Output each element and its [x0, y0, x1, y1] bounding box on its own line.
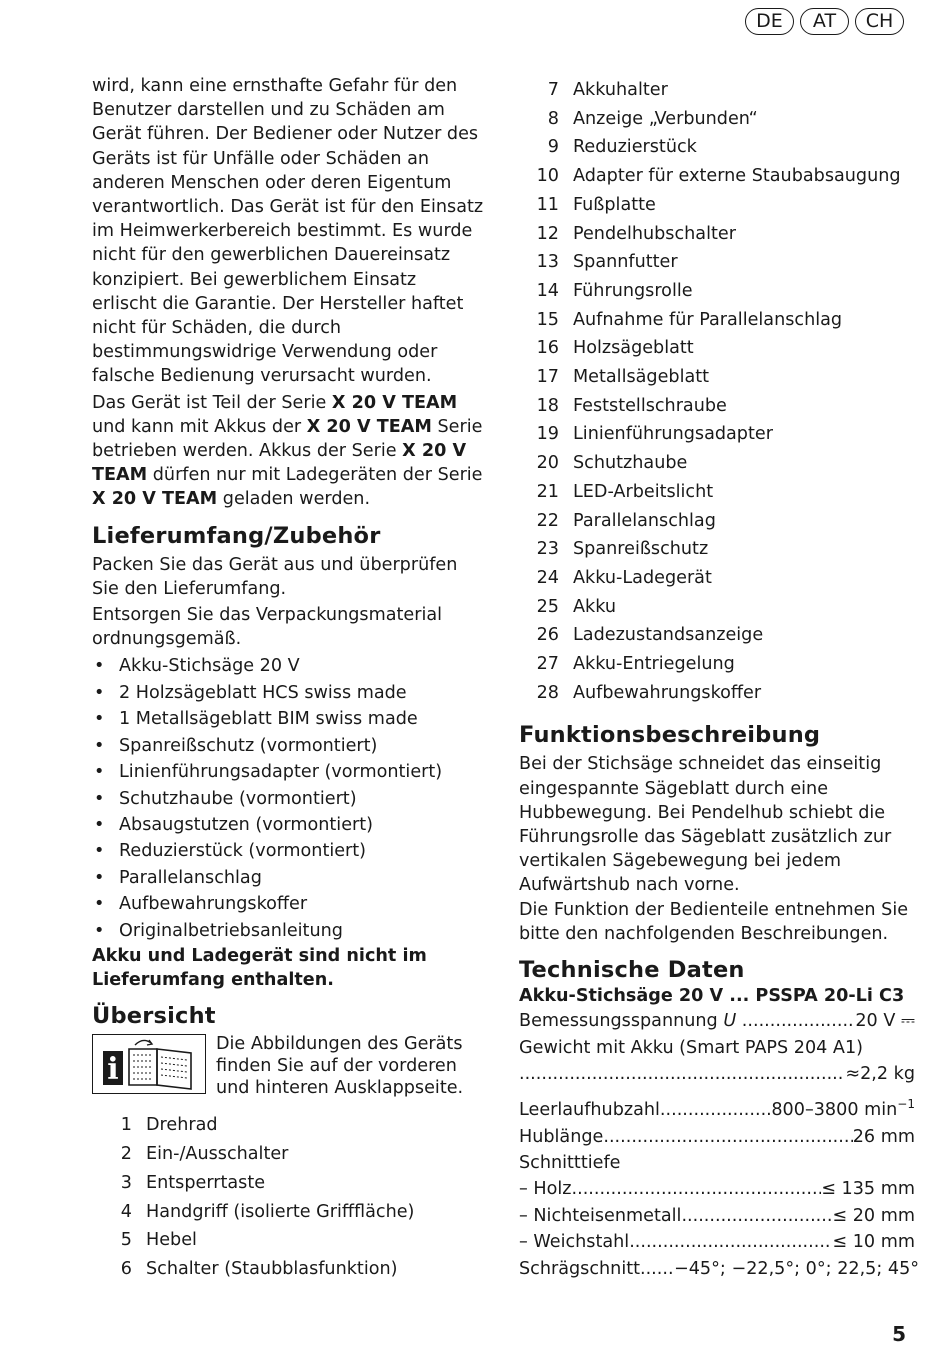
part-label: Ladezustandsanzeige	[573, 625, 764, 646]
page-number: 5	[892, 1322, 906, 1346]
part-number: 6	[120, 1259, 132, 1280]
tech-heading: Technische Daten	[519, 957, 745, 984]
scope-note: Akku und Ladegerät sind nicht im Lieferumfang enthalten.	[92, 945, 427, 991]
list-item	[92, 1198, 484, 1227]
list-item	[519, 133, 915, 162]
dot-leader	[742, 1008, 856, 1034]
spec-mild-steel	[519, 1229, 915, 1255]
list-item	[519, 334, 915, 363]
scope-heading: Lieferumfang/Zubehör	[92, 522, 381, 549]
part-label: Akku-Entriegelung	[573, 654, 735, 675]
part-number: 26	[536, 625, 559, 646]
part-label: Reduzierstück	[573, 137, 697, 158]
part-label: Akku	[573, 596, 617, 617]
part-label: Fußplatte	[573, 194, 656, 215]
part-number: 1	[120, 1115, 132, 1136]
part-label: Drehrad	[146, 1115, 218, 1136]
part-number: 23	[536, 539, 559, 560]
list-item	[519, 535, 915, 564]
function-paragraph-2: Die Funktion der Bedienteile entnehmen Sie bitte den nachfolgenden Beschreibungen.	[519, 899, 909, 944]
part-number: 24	[536, 567, 559, 588]
list-item	[92, 1226, 484, 1255]
part-label: Parallelanschlag	[573, 510, 716, 531]
series-name-3: X 20 V TEAM	[92, 441, 467, 486]
list-item: • Parallelanschlag	[92, 865, 484, 891]
spec-label: Schrägschnitt	[519, 1258, 640, 1279]
list-item	[519, 420, 915, 449]
spec-label: – Weichstahl	[519, 1232, 630, 1253]
part-number: 19	[536, 424, 559, 445]
list-item: • Spanreißschutz (vormontiert)	[92, 733, 484, 759]
list-item: • Linienführungsadapter (vormontiert)	[92, 759, 484, 785]
series-name-4: X 20 V TEAM	[92, 489, 218, 510]
spec-value: 26 mm	[852, 1126, 915, 1147]
part-label: Metallsägeblatt	[573, 367, 710, 388]
list-item	[519, 277, 915, 306]
list-item	[519, 306, 915, 335]
spec-cut-depth	[519, 1150, 915, 1176]
list-item	[92, 1255, 484, 1284]
spec-label: Hublänge	[519, 1126, 604, 1147]
spec-bevel	[519, 1256, 920, 1282]
list-item	[92, 1140, 484, 1169]
part-label: Spanreißschutz	[573, 539, 709, 560]
list-item	[92, 1111, 484, 1140]
part-number: 22	[536, 510, 559, 531]
part-number: 7	[547, 80, 559, 100]
country-badge-de: DE	[745, 8, 794, 35]
function-heading: Funktionsbeschreibung	[519, 722, 821, 749]
spec-label	[519, 1008, 742, 1034]
spec-value	[771, 1091, 915, 1123]
list-item	[519, 478, 915, 507]
part-label: Pendelhubschalter	[573, 223, 736, 244]
country-badge-at: AT	[800, 8, 849, 35]
spec-exponent: −1	[897, 1097, 915, 1112]
part-label: LED-Arbeitslicht	[573, 481, 714, 502]
spec-variable: U	[723, 1011, 737, 1032]
spec-value: ≤ 10 mm	[832, 1232, 915, 1253]
part-number: 10	[536, 166, 559, 187]
spec-weight-label	[519, 1035, 915, 1061]
list-item	[519, 564, 915, 593]
spec-wood	[519, 1176, 915, 1202]
dot-leader	[660, 1097, 771, 1123]
part-label: Holzsägeblatt	[573, 338, 694, 359]
spec-label-text: Bemessungsspannung	[519, 1011, 724, 1032]
part-label: Aufnahme für Parallelanschlag	[573, 309, 843, 330]
part-label: Entsperrtaste	[146, 1172, 266, 1193]
spec-value: ≤ 135 mm	[821, 1179, 915, 1200]
svg-text:i: i	[107, 1052, 119, 1088]
part-label: Feststellschraube	[573, 395, 727, 416]
list-item	[519, 679, 915, 708]
part-number: 14	[536, 280, 559, 301]
spec-value: ≈2,2 kg	[845, 1063, 915, 1084]
spec-label: Gewicht mit Akku (Smart PAPS 204 A1)	[519, 1037, 864, 1058]
part-number: 25	[536, 596, 559, 617]
spec-value: 20 V ⎓	[855, 1011, 915, 1032]
list-item: • Akku-Stichsäge 20 V	[92, 653, 484, 679]
part-number: 20	[536, 453, 559, 474]
list-item: • Reduzierstück (vormontiert)	[92, 838, 484, 864]
overview-note-text: Die Abbildungen des Geräts finden Sie auf der vorderen und hinteren Ausklappseite.	[216, 1034, 464, 1098]
spec-label: – Nichteisenmetall	[519, 1205, 682, 1226]
intro-paragraph: wird, kann eine ernsthafte Gefahr für den Benutzer darstellen und zu Schäden am Gerät führen. Der Bediener oder Nutzer des Geräts ist für Unfälle oder Schäden an anderen Menschen oder deren Eigentum verantwortlich. Das Gerät ist für den Einsatz im Heimwerkerbereich bestimmt. Es wurde nicht für den gewerblichen Dauereinsatz konzipiert. Bei gewerblichem Einsatz erlischt die Garantie. Der Hersteller haftet nicht für Schäden, die durch bestimmungswidrige Verwendung oder falsche Bedienung verursacht wurden.	[92, 76, 484, 387]
list-item: • 2 Holzsägeblatt HCS swiss made	[92, 680, 484, 706]
list-item: • Aufbewahrungskoffer	[92, 891, 484, 917]
part-number: 21	[536, 481, 559, 502]
part-number: 27	[536, 654, 559, 675]
part-label: Spannfutter	[573, 252, 678, 273]
part-number: 18	[536, 395, 559, 416]
list-item	[519, 76, 915, 105]
list-item	[519, 650, 915, 679]
spec-value: −45°; −22,5°; 0°; 22,5; 45°	[674, 1258, 920, 1279]
dot-leader	[572, 1176, 822, 1202]
list-item	[519, 220, 915, 249]
part-label: Aufbewahrungskoffer	[573, 682, 762, 703]
series-name-1: X 20 V TEAM	[331, 392, 458, 413]
list-item	[519, 507, 915, 536]
part-number: 16	[536, 338, 559, 359]
series-text-2: und kann mit Akkus der	[92, 416, 307, 437]
list-item	[519, 363, 915, 392]
part-number: 8	[547, 108, 559, 129]
part-label: Ein-/Ausschalter	[146, 1143, 289, 1164]
dot-leader	[603, 1124, 852, 1150]
list-item	[519, 162, 915, 191]
spec-label: Leerlaufhubzahl	[519, 1100, 660, 1121]
part-label: Linienführungsadapter	[573, 424, 773, 445]
list-item	[519, 621, 915, 650]
series-text-1: Das Gerät ist Teil der Serie	[92, 392, 332, 413]
parts-list-left	[92, 1111, 484, 1284]
scope-paragraph-1: Packen Sie das Gerät aus und überprüfen Sie den Lieferumfang.	[92, 554, 458, 599]
overview-heading: Übersicht	[92, 1003, 216, 1030]
dot-leader	[629, 1229, 832, 1255]
list-item	[519, 449, 915, 478]
list-item	[519, 191, 915, 220]
spec-nonferrous	[519, 1203, 915, 1229]
list-item	[92, 1169, 484, 1198]
part-number: 17	[536, 367, 559, 388]
overview-note	[92, 1034, 484, 1099]
part-number: 4	[120, 1201, 132, 1222]
spec-idle-speed	[519, 1091, 915, 1123]
part-label: Schutzhaube	[573, 453, 688, 474]
part-label: Hebel	[146, 1230, 197, 1251]
list-item	[519, 593, 915, 622]
info-manual-icon	[92, 1034, 206, 1094]
series-paragraph	[92, 391, 484, 512]
parts-list-right	[519, 76, 915, 707]
part-number: 15	[536, 309, 559, 330]
list-item	[519, 105, 915, 134]
function-paragraph-1: Bei der Stichsäge schneidet das einseitig eingespannte Sägeblatt durch eine Hubbewegung. Bei Pendelhub schiebt die Führungsrolle das Sägeblatt zusätzlich zur vertikalen Sägebewegung bei jedem Aufwärtshub nach vorne.	[519, 754, 892, 896]
scope-list	[92, 653, 484, 943]
list-item: • 1 Metallsägeblatt BIM swiss made	[92, 706, 484, 732]
part-label: Führungsrolle	[573, 280, 693, 301]
list-item: • Schutzhaube (vormontiert)	[92, 786, 484, 812]
series-text-5: geladen werden.	[217, 489, 371, 510]
spec-weight	[519, 1061, 915, 1087]
part-label: Handgriff (isolierte Grifffläche)	[146, 1201, 415, 1222]
spec-label: Schnitttiefe	[519, 1152, 621, 1173]
spec-voltage	[519, 1008, 915, 1034]
series-text-4: dürfen nur mit Ladegeräten der Serie	[147, 465, 483, 486]
dot-leader	[640, 1256, 674, 1282]
part-label: Schalter (Staubblasfunktion)	[146, 1259, 398, 1280]
part-number: 9	[547, 137, 559, 158]
part-label: Akkuhalter	[573, 80, 668, 100]
country-badges	[745, 8, 904, 35]
dot-leader	[519, 1061, 845, 1087]
spec-stroke	[519, 1124, 915, 1150]
spec-value-text: 800–3800 min	[771, 1100, 898, 1121]
part-number: 5	[120, 1230, 132, 1251]
left-column	[92, 74, 484, 1284]
list-item: • Absaugstutzen (vormontiert)	[92, 812, 484, 838]
part-number: 11	[536, 194, 559, 215]
country-badge-ch: CH	[855, 8, 904, 35]
scope-paragraph-2: Entsorgen Sie das Verpackungsmaterial ordnungsgemäß.	[92, 605, 443, 650]
part-label: Adapter für externe Staubabsaugung	[573, 166, 901, 187]
part-number: 28	[536, 682, 559, 703]
series-text-3: Serie betrieben werden. Akkus der Serie	[92, 416, 483, 462]
part-number: 13	[536, 252, 559, 273]
list-item	[519, 248, 915, 277]
part-number: 2	[120, 1143, 132, 1164]
part-label: Anzeige „Verbunden“	[573, 108, 758, 129]
spec-value: ≤ 20 mm	[832, 1205, 915, 1226]
series-name-2: X 20 V TEAM	[306, 416, 432, 437]
right-column	[519, 76, 920, 1282]
list-item: • Originalbetriebsanleitung	[92, 918, 484, 944]
spec-label: – Holz	[519, 1179, 572, 1200]
list-item	[519, 392, 915, 421]
part-number: 3	[120, 1172, 132, 1193]
tech-subheading: Akku-Stichsäge 20 V ... PSSPA 20-Li C3	[519, 986, 905, 1007]
part-number: 12	[536, 223, 559, 244]
dot-leader	[681, 1203, 832, 1229]
part-label: Akku-Ladegerät	[573, 567, 712, 588]
